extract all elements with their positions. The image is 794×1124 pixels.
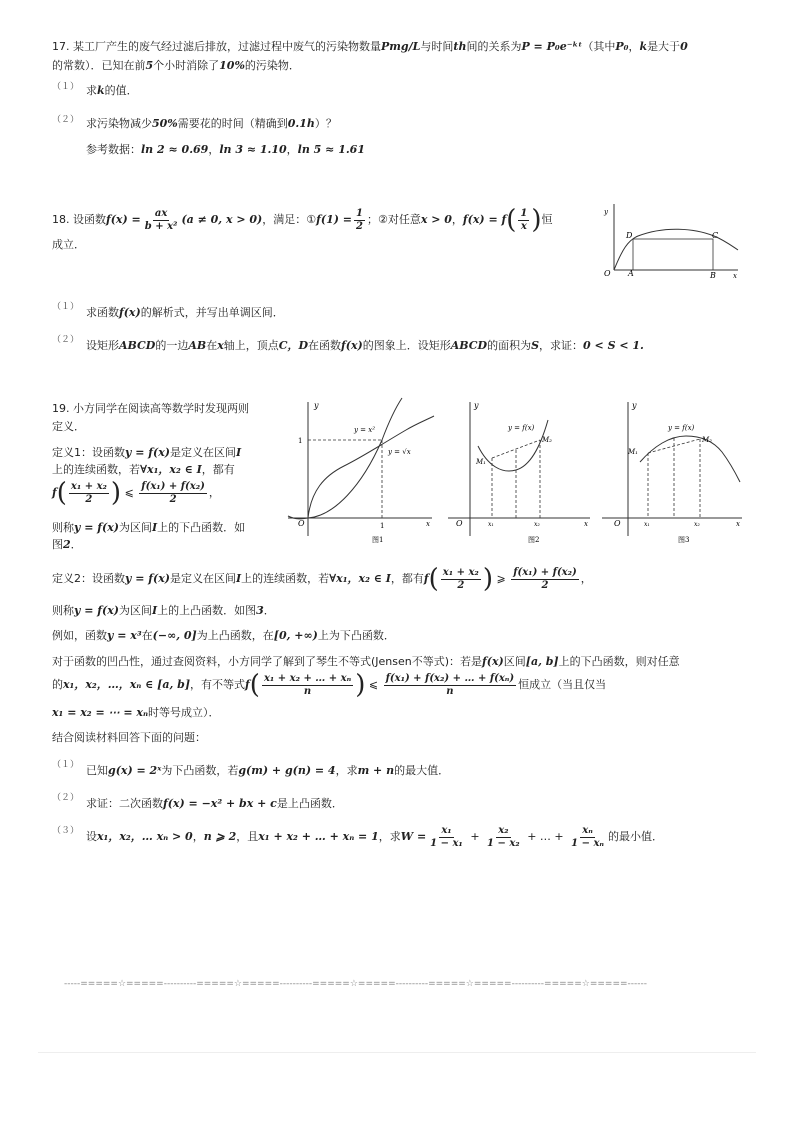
fig2-label-origin: O — [456, 519, 463, 528]
q17-reference-data: 参考数据：ln 2 ≈ 0.69，ln 3 ≈ 1.10，ln 5 ≈ 1.61 — [86, 143, 365, 156]
q19-def2-line2: 则称y = f(x)为区间I上的上凸函数．如图3． — [52, 604, 275, 617]
q18-sub1-number: （１） — [52, 302, 80, 312]
q18-label-a: A — [628, 269, 634, 278]
q19-jensen-line3: x₁ = x₂ = ⋯ = xₙ时等号成立）． — [52, 706, 220, 719]
q17-sub2-text: 求污染物减少50%需要花的时间（精确到0.1h）？ — [86, 117, 337, 130]
q19-def1-line5: 图2． — [52, 538, 82, 551]
q19-jensen-line1: 对于函数的凹凸性，通过查阅资料，小方同学了解到了琴生不等式(Jensen不等式)：若是f(x)区间[a, b]上的下凸函数，则对任意 — [52, 655, 680, 668]
fig3-label-function: y = f(x) — [668, 424, 695, 432]
q19-figure-1 — [284, 396, 438, 546]
fig1-label-one-x: 1 — [380, 522, 385, 530]
q19-title-line2: 定义． — [52, 420, 85, 433]
q18-label-origin: O — [604, 269, 611, 278]
fig1-label-sqrt: y = √x — [388, 448, 411, 456]
q18-fraction-inverse: $\frac{1}{x}$ — [520, 207, 528, 232]
fig2-label-y: y — [474, 401, 479, 410]
q17-stem-line1: 17. 某工厂产生的废气经过滤后排放，过滤过程中废气的污染物数量Pmg/L与时间th间的关系为P = P₀e⁻ᵏᵗ（其中P₀，k是大于0 — [52, 40, 688, 53]
q19-def1-line4: 则称y = f(x)为区间I上的下凸函数．如 — [52, 521, 246, 534]
q19-def1-line2: 上的连续函数，若∀x₁，x₂ ∈ I，都有 — [52, 463, 235, 476]
q19-sub3-number: （３） — [52, 826, 80, 836]
q18-fraction-ax: $\frac{ax}{\text{b + x²}}$ — [144, 207, 178, 232]
fig3-label-y: y — [632, 401, 637, 410]
q19-sub1-number: （１） — [52, 760, 80, 770]
q19-title-line1: 19. 小方同学在阅读高等数学时发现两则 — [52, 402, 249, 415]
fig3-label-origin: O — [614, 519, 621, 528]
fig3-label-m1: M₁ — [628, 448, 638, 456]
q19-example: 例如，函数y = x³在(−∞, 0]为上凸函数，在[0, +∞)上为下凸函数． — [52, 629, 395, 642]
fig2-label-x1: x₁ — [488, 521, 494, 528]
q18-sub2-text: 设矩形ABCD的一边AB在x轴上，顶点C，D在函数f(x)的图象上．设矩形ABCD的面积为S，求证：0 < S < 1. — [86, 339, 644, 352]
q18-label-x: x — [733, 272, 737, 280]
footer-divider: -----=====☆=====----------=====☆=====----------=====☆=====----------=====☆=====----------=====☆=====------ — [64, 979, 648, 989]
q18-label-b: B — [710, 271, 716, 280]
fig2-label-m1: M₁ — [476, 458, 486, 466]
q18-stem-line1: 18. 设函数f(x) = $\frac{ax}{\text{b + x²}}$ (a ≠ 0, x > 0)，满足：①f(1) = $\frac{1}{2}$ ；②对任意x > 0，f(x) = f( $\frac{1}{x}$ )恒 — [52, 205, 553, 235]
q18-fraction-half: $\frac{1}{2}$ — [355, 207, 363, 232]
q19-sub2-number: （２） — [52, 793, 80, 803]
fig1-label-x: x — [426, 520, 430, 528]
q18-label-c: C — [712, 231, 719, 240]
fig2-label-x2: x₂ — [534, 521, 540, 528]
fig3-label-m2: M₂ — [702, 436, 712, 444]
fig2-label-x: x — [584, 520, 588, 528]
q19-sub1-text: 已知g(x) = 2ˣ为下凸函数，若g(m) + g(n) = 4，求m + n的最大值． — [86, 764, 450, 777]
q18-sub1-text: 求函数f(x)的解析式，并写出单调区间． — [86, 306, 284, 319]
q18-sub2-number: （２） — [52, 335, 80, 345]
q19-jensen-line2: 的x₁，x₂，…，xₙ ∈ [a, b]，有不等式f( $\frac{\text{x₁ + x₂ + … + xₙ}}{n}$ ) ⩽ $\frac{\text{f(x₁) + f(x₂) + … + f(xₙ)}}{n}$ 恒成立（当且仅当 — [52, 670, 607, 700]
fig3-label-x2: x₂ — [694, 521, 700, 528]
q19-sub2-text: 求证：二次函数f(x) = −x² + bx + c是上凸函数． — [86, 797, 343, 810]
fig3-label-x1: x₁ — [644, 521, 650, 528]
q17-sub1-number: （１） — [52, 82, 80, 92]
q17-sub1-text: 求k的值． — [86, 84, 138, 97]
fig1-label-one-y: 1 — [298, 437, 303, 445]
fig1-curve-parabola — [288, 398, 402, 519]
fig3-caption: 图3 — [678, 536, 690, 544]
q19-combine: 结合阅读材料回答下面的问题： — [52, 731, 206, 744]
q19-def1-line1: 定义1：设函数y = f(x)是定义在区间I — [52, 446, 242, 459]
q18-label-y: y — [604, 208, 608, 216]
q19-def2: 定义2：设函数y = f(x)是定义在区间I上的连续函数，若∀x₁，x₂ ∈ I，都有f( $\frac{\text{x₁ + x₂}}{2}$ ) ⩾ $\frac{\text{f(x₁) + f(x₂)}}{2}$ ， — [52, 564, 592, 594]
fig3-label-x: x — [736, 520, 740, 528]
q18-stem-line2: 成立． — [52, 238, 85, 251]
q18-figure — [594, 198, 744, 284]
q19-sub3-text: 设x₁，x₂，… xₙ > 0，n ⩾ 2，且x₁ + x₂ + … + xₙ = 1，求W = $\frac{\text{x₁}}{\text{1 − x₁}}$ + $\frac{\text{x₂}}{\text{1 − x₂}}$ + … + $\frac{\text{xₙ}}{\text{1 − xₙ}}$ 的最小值． — [86, 824, 663, 849]
q19-figure-3 — [598, 396, 748, 546]
page-bottom-rule — [38, 1052, 756, 1053]
fig1-label-y: y — [314, 401, 319, 410]
fig2-label-function: y = f(x) — [508, 424, 535, 432]
q17-stem-line2: 的常数）．已知在前5个小时消除了10%的污染物． — [52, 59, 300, 72]
q19-figure-2 — [444, 396, 594, 546]
fig2-caption: 图2 — [528, 536, 540, 544]
fig1-label-origin: O — [298, 519, 305, 528]
fig3-curve — [640, 436, 740, 482]
q19-def1-inequality: f( $\frac{\text{x₁ + x₂}}{2}$ ) ⩽ $\frac{\text{f(x₁) + f(x₂)}}{2}$ ， — [52, 478, 220, 508]
q17-sub2-number: （２） — [52, 115, 80, 125]
fig2-label-m2: M₂ — [542, 436, 552, 444]
q18-label-d: D — [626, 231, 633, 240]
fig1-label-parabola: y = x² — [354, 426, 376, 434]
q18-curve — [614, 229, 738, 270]
fig1-caption: 图1 — [372, 536, 384, 544]
q18-rectangle-abcd — [633, 239, 713, 270]
